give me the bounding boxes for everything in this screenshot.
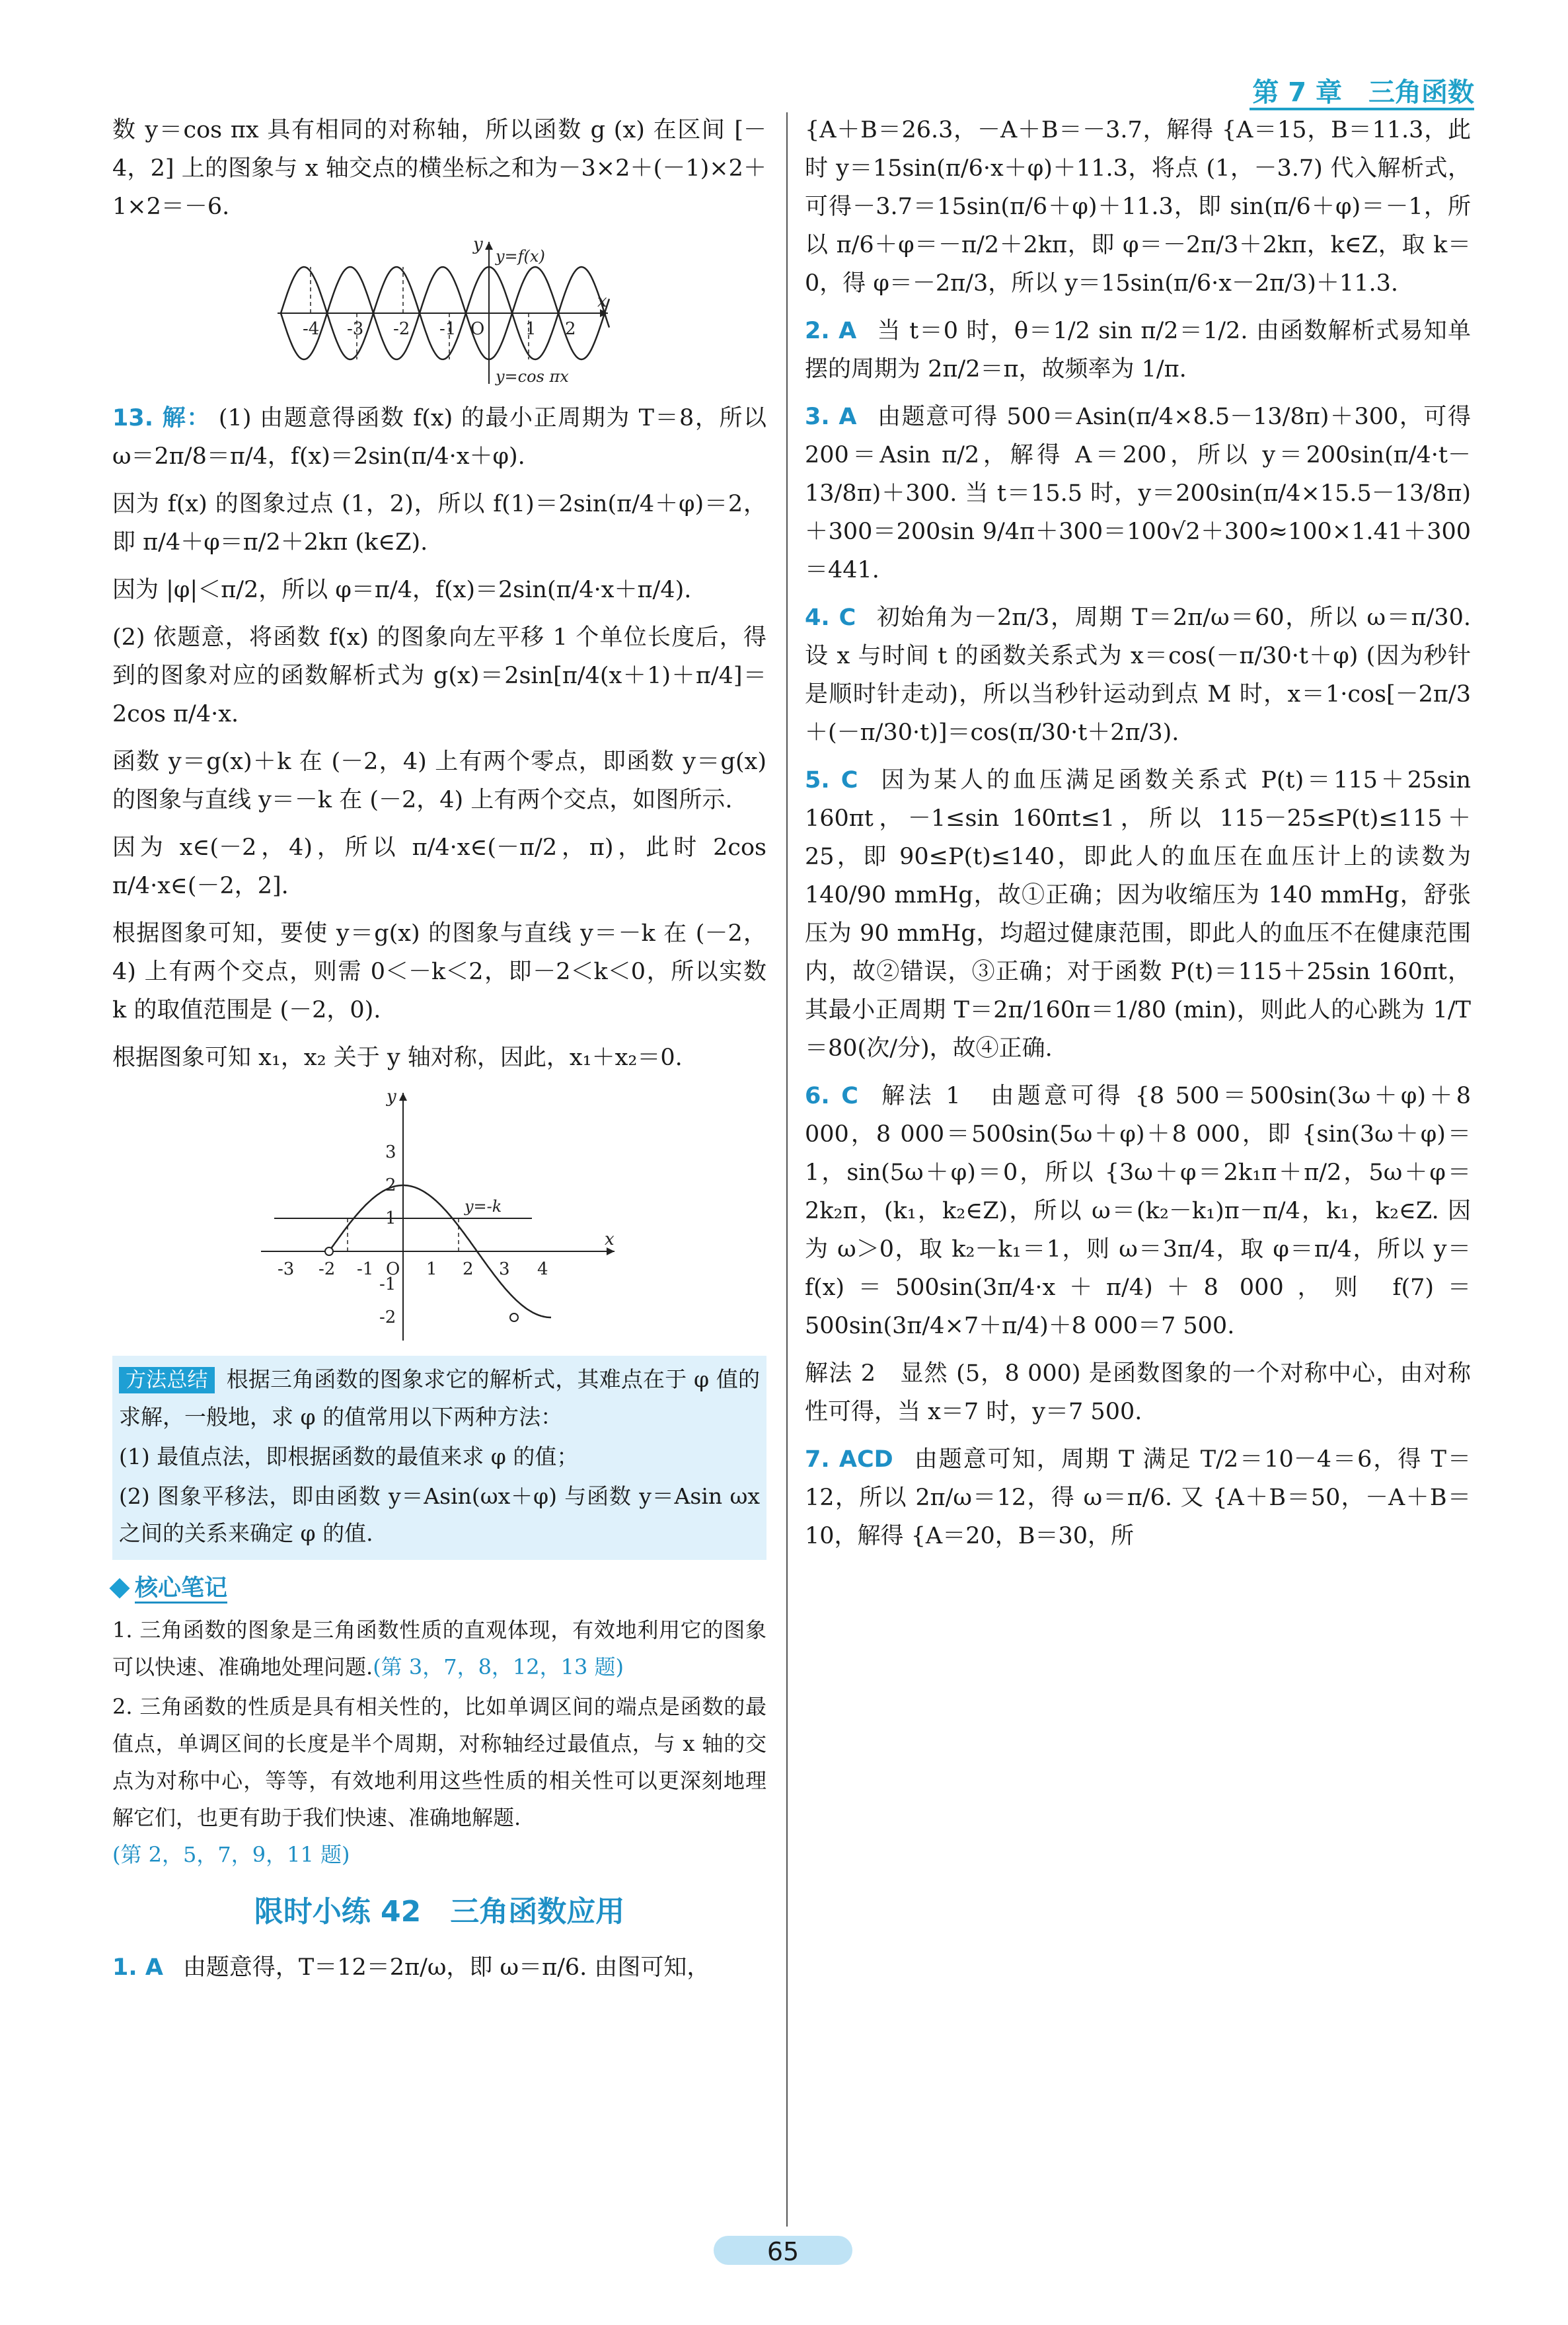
answer-3 (805, 398, 1471, 589)
note-text: 2. 三角函数的性质是具有相关性的，比如单调区间的端点是函数的最值点，单调区间的长度是半个周期，对称轴经过最值点，与 x 轴的交点为对称中心，等等，有效地利用这些性质的相关性可以更深刻地理解它们，也更有助于我们快速、准确地解题. (112, 1694, 766, 1830)
tick-label: 2 (385, 1175, 396, 1195)
answer-label: 2. A (805, 318, 857, 344)
tick-label: 1 (426, 1259, 437, 1279)
axis-label-y: y (473, 235, 483, 254)
answer-6 (805, 1077, 1471, 1345)
header-rule (1250, 108, 1474, 110)
paragraph: 数 y＝cos πx 具有相同的对称轴，所以函数 g (x) 在区间 [－4，2] 上的图象与 x 轴交点的横坐标之和为－3×2＋(－1)×2＋1×2＝－6. (112, 117, 766, 220)
graph-cos-and-f (271, 235, 615, 387)
tick-label: 1 (385, 1208, 396, 1228)
chapter-header: 第 7 章 三角函数 (1252, 77, 1474, 108)
tick-label: -2 (318, 1259, 336, 1279)
method-item: (1) 最值点法，即根据函数的最值来求 φ 的值； (119, 1444, 579, 1469)
paragraph: 因为 x∈(－2，4)，所以 π/4·x∈(－π/2，π)，此时 2cos π/4·x∈(－2，2]. (112, 834, 766, 899)
answer-label: 7. ACD (805, 1446, 893, 1473)
answer-7 (805, 1440, 1471, 1555)
note-ref: (第 2，5，7，9，11 题) (112, 1842, 350, 1867)
method-item: (2) 图象平移法，即由函数 y＝Asin(ωx＋φ) 与函数 y＝Asin ωx 之间的关系来确定 φ 的值. (119, 1483, 760, 1546)
paragraph: 根据图象可知 x₁，x₂ 关于 y 轴对称，因此，x₁＋x₂＝0. (112, 1045, 683, 1071)
answer-label: 3. A (805, 404, 857, 430)
tick-label: -4 (303, 319, 320, 339)
curve-label-cos: y=cos πx (496, 367, 569, 386)
answer-text: 因为某人的血压满足函数关系式 P(t)＝115＋25sin 160πt，－1≤sin 160πt≤1，所以 115－25≤P(t)≤115＋25，即 90≤P(t)≤140，即此人的血压在血压计上的读数为 140/90 mmHg，故①正确；因为收缩压为 140 mmHg，舒张压为 90 mmHg，均超过健康范围，即此人的血压不在健康范围内，故②错误，③正确；对于函数 P(t)＝115＋25sin 160πt，其最小正周期 T＝2π/160π＝1/80 (min)，则此人的心跳为 1/T＝80(次/分)，故④正确. (805, 767, 1471, 1062)
note-text: 1. 三角函数的图象是三角函数性质的直观体现，有效地利用它的图象可以快速、准确地处理问题. (112, 1617, 766, 1679)
paragraph: 函数 y＝g(x)＋k 在 (－2，4) 上有两个零点，即函数 y＝g(x) 的图象与直线 y＝－k 在 (－2，4) 上有两个交点，如图所示. (112, 749, 766, 813)
method-tag: 方法总结 (119, 1367, 215, 1393)
tick-label: 2 (565, 319, 576, 339)
tick-label: -2 (379, 1308, 396, 1327)
paragraph: 根据图象可知，要使 y＝g(x) 的图象与直线 y＝－k 在 (－2，4) 上有两个交点，则需 0＜－k＜2，即－2＜k＜0，所以实数 k 的取值范围是 (－2，0). (112, 920, 766, 1023)
diamond-icon (109, 1578, 130, 1598)
graph-g-and-line (254, 1086, 624, 1344)
tick-label: -1 (379, 1274, 396, 1294)
paragraph: 因为 |φ|＜π/2，所以 φ＝π/4，f(x)＝2sin(π/4·x＋π/4). (112, 577, 692, 603)
tick-label: -3 (347, 319, 364, 339)
method-text: 根据三角函数的图象求它的解析式，其难点在于 φ 值的求解，一般地，求 φ 的值常用以下两种方法： (119, 1366, 760, 1430)
line-label: y=-k (465, 1197, 502, 1216)
page-number-badge (714, 2232, 852, 2269)
answer-text: 解法 1 由题意可得 {8 500＝500sin(3ω＋φ)＋8 000，8 000＝500sin(5ω＋φ)＋8 000，即 {sin(3ω＋φ)＝1，sin(5ω＋φ)＝0，所以 {3ω＋φ＝2k₁π＋π/2，5ω＋φ＝2k₂π，(k₁，k₂∈Z)，所以 ω＝(k₂－k₁)π－π/4，k₁，k₂∈Z. 因为 ω＞0，取 k₂－k₁＝1，则 ω＝3π/4，取 φ＝π/4，所以 y＝f(x)＝500sin(3π/4·x＋π/4)＋8 000，则 f(7)＝500sin(3π/4×7＋π/4)＋8 000＝7 500. (805, 1083, 1471, 1339)
answer-4 (805, 599, 1471, 752)
paragraph: (2) 依题意，将函数 f(x) 的图象向左平移 1 个单位长度后，得到的图象对应的函数解析式为 g(x)＝2sin[π/4(x＋1)＋π/4]＝2cos π/4·x. (112, 624, 766, 727)
tick-label: -1 (439, 319, 457, 339)
answer-label: 5. C (805, 767, 858, 793)
answer-text: 初始角为－2π/3，周期 T＝2π/ω＝60，所以 ω＝π/30. 设 x 与时间 t 的函数关系式为 x＝cos(－π/30·t＋φ) (因为秒针是顺时针走动)，所以当秒针运动到点 M 时，x＝1·cos[－2π/3＋(－π/30·t)]＝cos(π/30·t＋2π/3). (805, 605, 1471, 746)
answer-text: 当 t＝0 时，θ＝1/2 sin π/2＝1/2. 由函数解析式易知单摆的周期为 2π/2＝π，故频率为 1/π. (805, 318, 1472, 383)
answer-label: 4. C (805, 605, 856, 631)
axis-label-x: x (605, 1230, 615, 1249)
tick-label: 2 (463, 1259, 474, 1279)
answer-label: 13. 解： (112, 405, 211, 431)
page-number: 65 (766, 2237, 800, 2266)
tick-label: -1 (357, 1259, 374, 1279)
answer-text: 由题意得，T＝12＝2π/ω，即 ω＝π/6. 由图可知， (182, 1954, 710, 1981)
right-column (805, 111, 1471, 1565)
note-item (112, 1611, 766, 1685)
tick-label: 3 (385, 1142, 396, 1162)
answer-5 (805, 761, 1471, 1068)
tick-label: -2 (393, 319, 410, 339)
tick-label: 1 (525, 319, 537, 339)
curve-label-f: y=f(x) (496, 247, 545, 266)
tick-label: O (386, 1259, 400, 1279)
tick-label: 3 (499, 1259, 510, 1279)
method-intro (119, 1361, 760, 1436)
answer-13-part1 (112, 399, 766, 476)
answer-text: (1) 由题意得函数 f(x) 的最小正周期为 T＝8，所以 ω＝2π/8＝π/4，f(x)＝2sin(π/4·x＋φ). (112, 405, 767, 470)
section-title: 限时小练 42 三角函数应用 (254, 1895, 625, 1929)
method-summary-box (112, 1356, 766, 1560)
axis-label-y: y (387, 1087, 396, 1107)
note-ref: (第 3，7，8，12，13 题) (373, 1654, 624, 1679)
answer-text: 由题意可得 500＝Asin(π/4×8.5－13/8π)＋300，可得 200＝Asin π/2，解得 A＝200，所以 y＝200sin(π/4·t－13/8π)＋300. 当 t＝15.5 时，y＝200sin(π/4×15.5－13/8π)＋300＝200sin 9/4π＋300＝100√2＋300≈100×1.41＋300＝441. (805, 404, 1471, 583)
answer-label: 1. A (112, 1954, 163, 1981)
axis-label-x: x (597, 291, 607, 311)
answer-label: 6. C (805, 1083, 858, 1109)
answer-1 (112, 1948, 766, 1987)
paragraph: {A＋B＝26.3，－A＋B＝－3.7，解得 {A＝15，B＝11.3，此时 y＝15sin(π/6·x＋φ)＋11.3，将点 (1，－3.7) 代入解析式，可得－3.7＝15sin(π/6＋φ)＋11.3，即 sin(π/6＋φ)＝－1，所以 π/6＋φ＝－π/2＋2kπ，即 φ＝－2π/3＋2kπ，k∈Z，取 k＝0，得 φ＝－2π/3，所以 y＝15sin(π/6·x－2π/3)＋11.3. (805, 117, 1471, 297)
notes-title-text: 核心笔记 (135, 1575, 227, 1604)
notes-section (112, 1611, 766, 1873)
tick-label: -3 (278, 1259, 295, 1279)
answer-2 (805, 312, 1471, 388)
tick-label: O (470, 319, 485, 339)
note-item (112, 1688, 766, 1873)
answer-6-method2: 解法 2 显然 (5，8 000) 是函数图象的一个对称中心，由对称性可得，当 x＝7 时，y＝7 500. (805, 1360, 1471, 1425)
left-column (112, 111, 766, 1996)
column-divider (786, 112, 788, 2227)
answer-text: 由题意可知，周期 T 满足 T/2＝10－4＝6，得 T＝12，所以 2π/ω＝12，得 ω＝π/6. 又 {A＋B＝50，－A＋B＝10，解得 {A＝20，B＝30，所 (805, 1446, 1471, 1549)
paragraph: 因为 f(x) 的图象过点 (1，2)，所以 f(1)＝2sin(π/4＋φ)＝2，即 π/4＋φ＝π/2＋2kπ (k∈Z). (112, 491, 766, 556)
tick-label: 4 (537, 1259, 548, 1279)
notes-title (112, 1569, 766, 1607)
